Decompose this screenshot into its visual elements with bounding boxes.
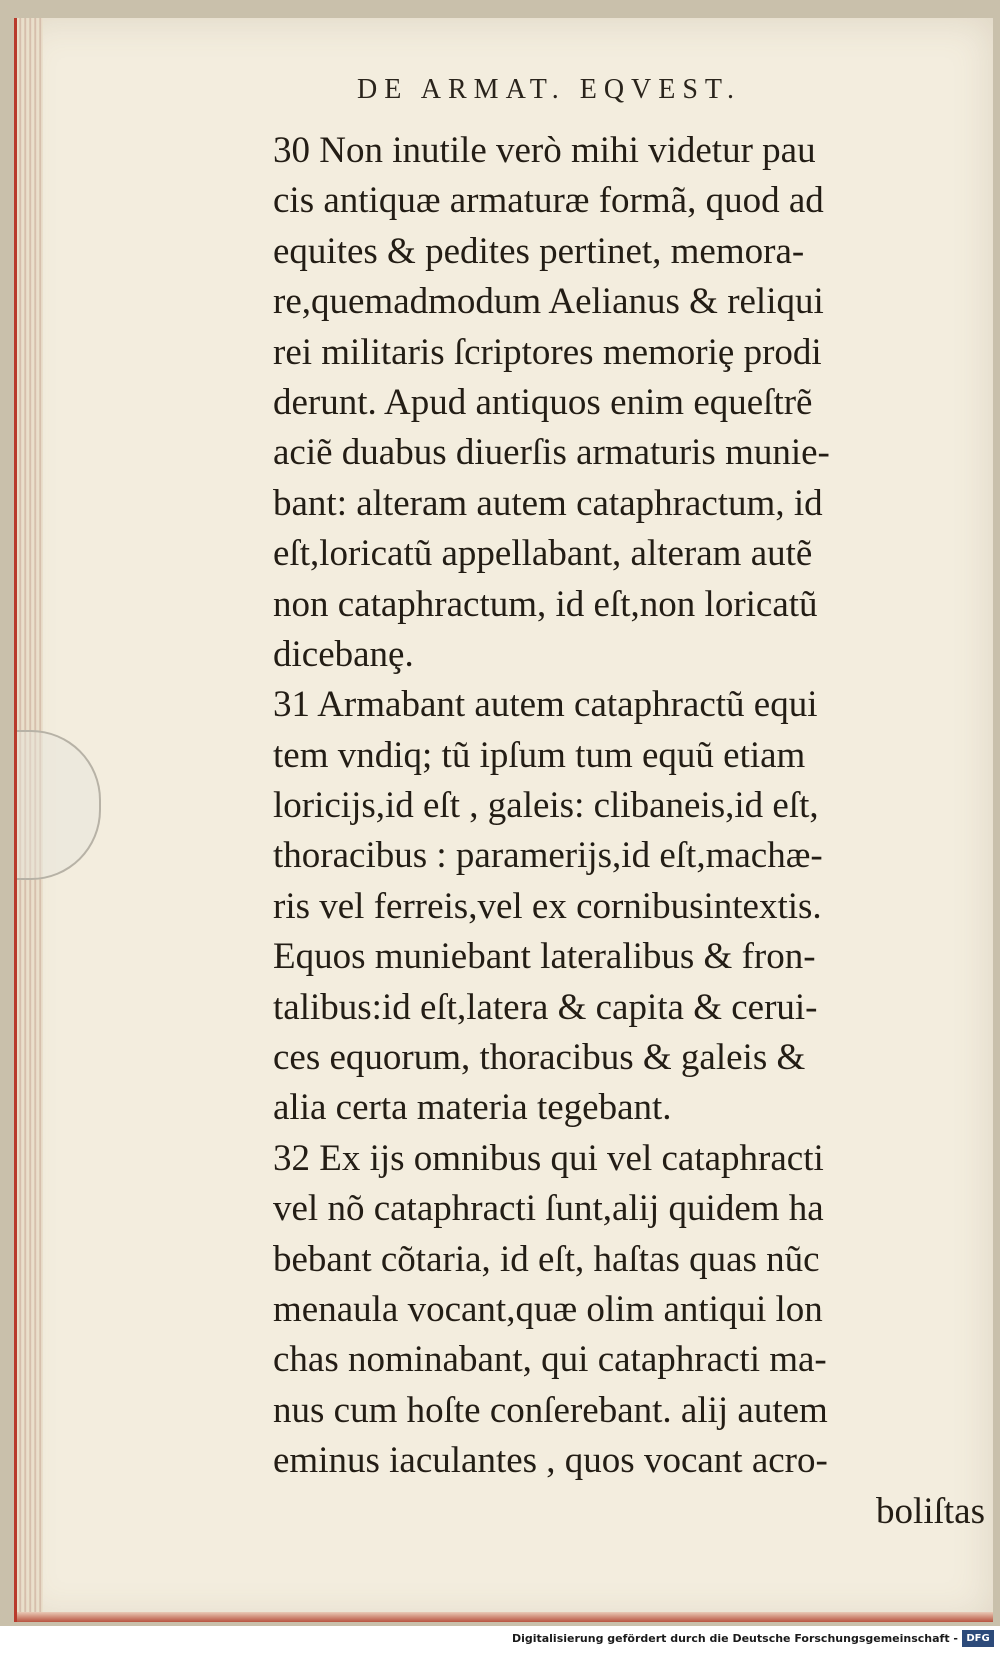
text-line: vel nõ cataphracti ſunt,alij quidem ha [273, 1188, 824, 1230]
text-line: 31 Armabant autem cataphractũ equi [273, 684, 818, 726]
text-line: chas nominabant, qui cataphracti ma- [273, 1339, 827, 1381]
footer-bar [0, 1626, 1000, 1654]
text-line: ces equorum, thoracibus & galeis & [273, 1037, 806, 1079]
text-line: eſt,loricatũ appellabant, alteram autẽ [273, 533, 813, 575]
text-line: 32 Ex ijs omnibus qui vel cataphracti [273, 1137, 824, 1179]
dfg-logo: DFG [962, 1630, 994, 1647]
text-line: aciẽ duabus diuerſis armaturis munie- [273, 432, 830, 474]
text-block [273, 126, 985, 1537]
text-line: cis antiquæ armaturæ formã, quod ad [273, 180, 824, 222]
clip-tab [17, 730, 101, 880]
text-line: ris vel ferreis,vel ex cornibusintextis. [273, 885, 822, 927]
text-line: equites & pedites pertinet, memora- [273, 230, 805, 272]
text-line: derunt. Apud antiquos enim equeſtrẽ [273, 381, 813, 423]
text-line: loricijs,id eſt , galeis: clibaneis,id eſt, [273, 785, 819, 827]
text-line: re,quemadmodum Aelianus & reliqui [273, 281, 824, 323]
catchword: boliſtas [876, 1490, 985, 1532]
text-line: talibus:id eſt,latera & capita & cerui- [273, 986, 818, 1028]
text-line: nus cum hoſte conſerebant. alij autem [273, 1389, 828, 1431]
text-line: Equos muniebant lateralibus & fron- [273, 936, 816, 978]
text-line: 30 Non inutile verò mihi videtur pau [273, 130, 816, 171]
page-bottom-edge [17, 1612, 993, 1622]
book-page [14, 18, 993, 1622]
text-line: non cataphractum, id eſt,non loricatũ [273, 583, 818, 625]
text-line: bant: alteram autem cataphractum, id [273, 482, 823, 524]
text-line: eminus iaculantes , quos vocant acro- [273, 1440, 828, 1482]
text-line: alia certa materia tegebant. [273, 1087, 672, 1129]
running-head: DE ARMAT. EQVEST. [357, 74, 741, 105]
text-line: thoracibus : paramerijs,id eſt,machæ- [273, 835, 823, 877]
text-line: rei militaris ſcriptores memoriȩ prodi [273, 331, 822, 373]
text-line: dicebanȩ. [273, 633, 414, 675]
footer-text: Digitalisierung gefördert durch die Deutsche Forschungsgemeinschaft - [511, 1632, 958, 1645]
text-line: tem vndiq; tũ ipſum tum equũ etiam [273, 734, 806, 776]
text-line: bebant cõtaria, id eſt, haſtas quas nũc [273, 1238, 820, 1280]
text-line: menaula vocant,quæ olim antiqui lon [273, 1288, 823, 1330]
